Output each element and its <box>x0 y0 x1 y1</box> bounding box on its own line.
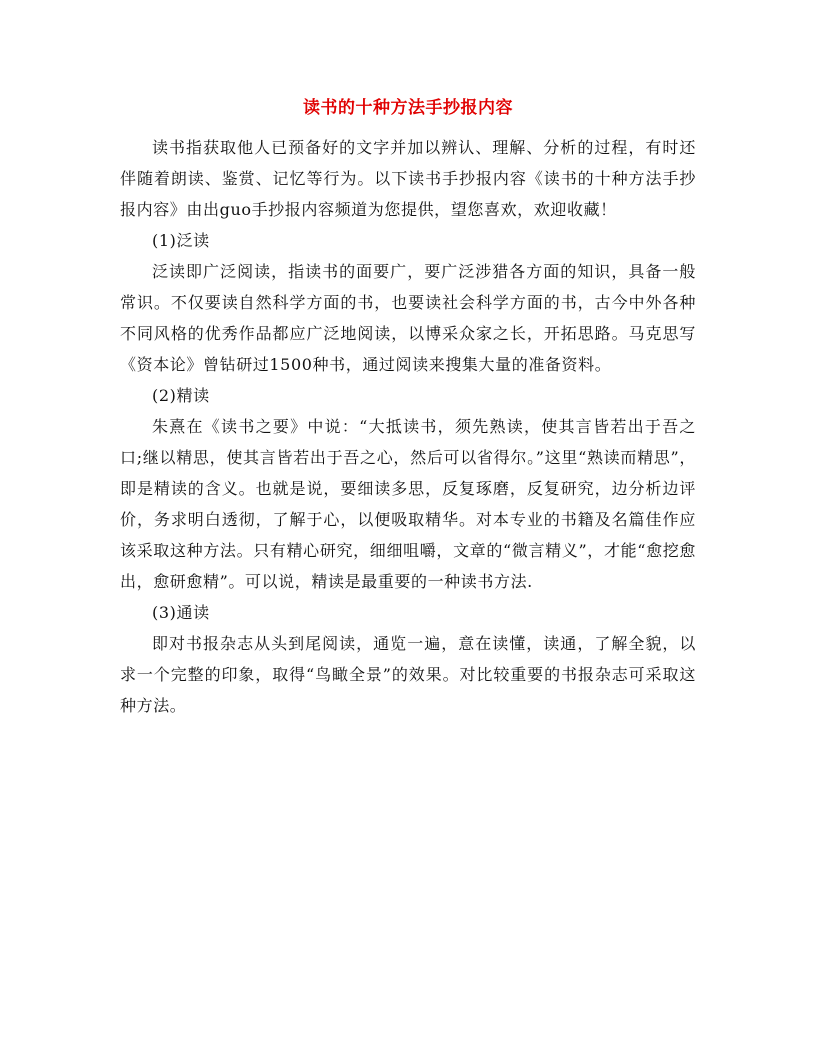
section-complete-reading <box>120 597 696 721</box>
document-page <box>120 96 696 721</box>
section-heading: (2)精读 <box>152 386 210 405</box>
section-body: 朱熹在《读书之要》中说：“大抵读书，须先熟读，使其言皆若出于吾之口;继以精思，使其言皆若出于吾之心，然后可以省得尔。”这里“熟读而精思”，即是精读的含义。也就是说，要细读多思，反复琢磨，反复研究，边分析边评价，务求明白透彻，了解于心，以便吸取精华。对本专业的书籍及名篇佳作应该采取这种方法。只有精心研究，细细咀嚼，文章的“微言精义”，才能“愈挖愈出，愈研愈精”。可以说，精读是最重要的一种读书方法. <box>120 417 696 591</box>
document-title: 读书的十种方法手抄报内容 <box>303 98 513 118</box>
section-body: 即对书报杂志从头到尾阅读，通览一遍，意在读懂，读通，了解全貌，以求一个完整的印象，取得“鸟瞰全景”的效果。对比较重要的书报杂志可采取这种方法。 <box>120 634 696 715</box>
section-extensive-reading <box>120 225 696 380</box>
section-body: 泛读即广泛阅读，指读书的面要广，要广泛涉猎各方面的知识，具备一般常识。不仅要读自然科学方面的书，也要读社会科学方面的书，古今中外各种不同风格的优秀作品都应广泛地阅读，以博采众家之长，开拓思路。马克思写《资本论》曾钻研过1500种书，通过阅读来搜集大量的准备资料。 <box>120 262 696 374</box>
intro-paragraph: 读书指获取他人已预备好的文字并加以辨认、理解、分析的过程，有时还伴随着朗读、鉴赏、记忆等行为。以下读书手抄报内容《读书的十种方法手抄报内容》由出guo手抄报内容频道为您提供，望您喜欢，欢迎收藏！ <box>120 138 696 219</box>
section-heading: (1)泛读 <box>152 231 210 250</box>
section-heading: (3)通读 <box>152 603 210 622</box>
section-intensive-reading <box>120 380 696 597</box>
